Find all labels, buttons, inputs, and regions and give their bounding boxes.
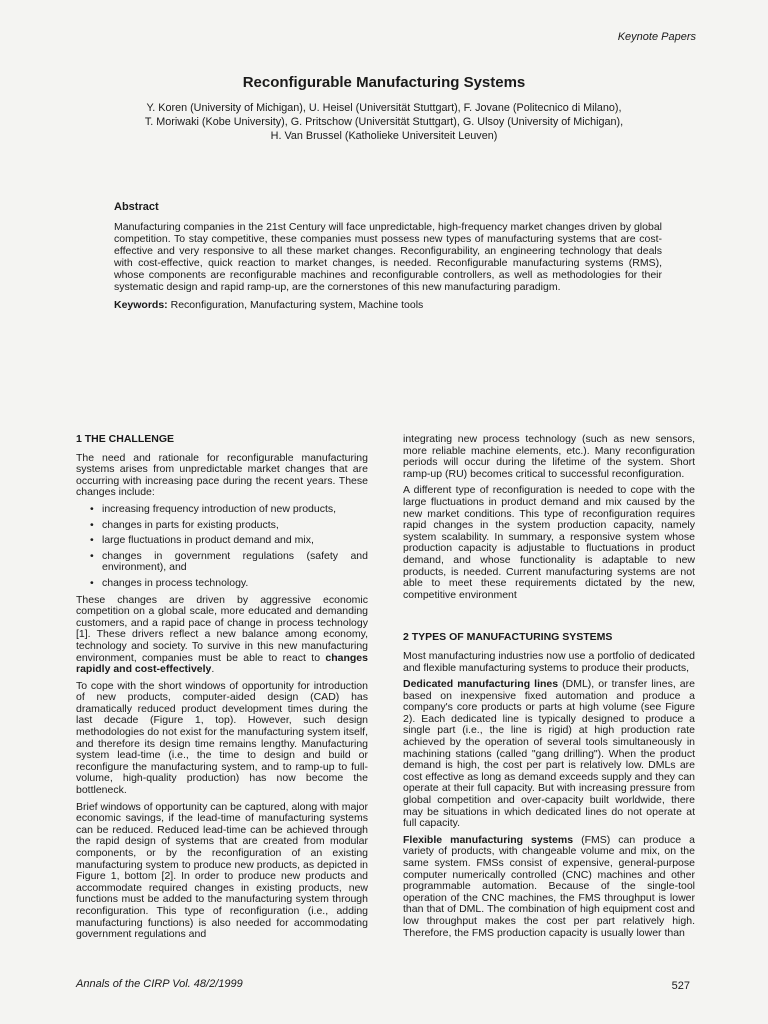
author-line-2: T. Moriwaki (Kobe University), G. Pritschow (Universität Stuttgart), G. Ulsoy (University of Michigan),	[144, 116, 624, 128]
left-column	[76, 434, 368, 946]
continued-paragraph: integrating new process technology (such as new sensors, more reliable machine elements, etc.). Many reconfiguration periods will occur during the lifetime of the system. Short ramp-up (RU) becomes critical to successful reconfiguration.	[403, 433, 695, 480]
list-item: • large fluctuations in product demand and mix,	[90, 535, 368, 547]
section-2-heading: 2 TYPES OF MANUFACTURING SYSTEMS	[403, 631, 613, 644]
list-item: • increasing frequency introduction of new products,	[90, 504, 368, 516]
fms-term: Flexible manufacturing systems	[403, 833, 574, 846]
running-header: Keynote Papers	[617, 31, 696, 43]
keywords-label: Keywords:	[114, 299, 168, 311]
page-number: 527	[671, 980, 690, 992]
paragraph-end: .	[211, 663, 215, 676]
list-item: • changes in process technology.	[90, 578, 368, 590]
keywords-line	[114, 299, 662, 311]
author-line-3: H. Van Brussel (Katholieke Universiteit Leuven)	[270, 130, 498, 142]
dml-text: (DML), or transfer lines, are based on inexpensive fixed automation and produce a company's core products or parts at high volume (see Figure 2). Each dedicated line is typically designed to produce a single part (i.e., the line is rigid) at high production rate achieved by the operation of several tools simultaneously in machining stations (called "gang drilling"). When the product demand is high, the cost per part is relatively low. DMLs are cost effective as long as demand exceeds supply and they can operate at their full capacity. But with increasing pressure from global competition and over-capacity built worldwide, there may be situations in which dedicated lines do not operate at full capacity.	[403, 678, 695, 830]
list-item: • changes in government regulations (safety and environment), and	[90, 551, 368, 574]
section-1-paragraph-2	[76, 595, 368, 676]
right-column	[403, 434, 695, 944]
journal-footer: Annals of the CIRP Vol. 48/2/1999	[76, 978, 243, 990]
changes-list	[76, 504, 368, 590]
section-1-paragraph-1: The need and rationale for reconfigurable manufacturing systems arises from unpredictable market changes that are occurring with increasing pace during the recent years. These changes include:	[76, 451, 368, 499]
emphasis-text: changes rapidly and cost-effectively	[76, 651, 368, 676]
section-1-heading: 1 THE CHALLENGE	[76, 433, 175, 445]
section-1-paragraph-3: To cope with the short windows of opportunity for introduction of new products, computer-aided design (CAD) has dramatically reduced product development times during the last decade (Figure 1, top). However, such design methodologies do not exist for the manufacturing system itself, and therefore its design time remains lengthy. Manufacturing system lead-time (i.e., the time to design and build or reconfigure the manufacturing system, and to ramp-up to full-volume, high-quality production) has now become the bottleneck.	[76, 679, 368, 797]
section-1-paragraph-4: Brief windows of opportunity can be captured, along with major economic savings, if the lead-time of manufacturing systems can be reduced. Reduced lead-time can be achieved through the rapid design of systems that are created from modular components, or by the reconfiguration of an existing manufacturing system to produce new products, as depicted in Figure 1, bottom [2]. In order to produce new products and accommodate required changes in existing products, new functions must be added to the manufacturing system through reconfiguration. This type of reconfiguration (i.e., adding manufacturing functions) is also needed for accommodating government regulations and	[76, 800, 368, 941]
paper-title: Reconfigurable Manufacturing Systems	[242, 74, 526, 91]
author-line-1: Y. Koren (University of Michigan), U. Heisel (Universität Stuttgart), F. Jovane (Politecnico di Milano),	[146, 102, 622, 114]
abstract-section	[114, 201, 662, 317]
paragraph-text: These changes are driven by aggressive economic competition on a global scale, more educated and demanding customers, and a rapid pace of change in process technology [1]. These drivers reflect a new balance among economy, technology and society. To survive in this new manufacturing environment, companies must be able to react to	[76, 593, 368, 664]
author-list	[100, 101, 668, 143]
dml-term: Dedicated manufacturing lines	[403, 678, 559, 691]
fms-paragraph	[403, 835, 695, 939]
section-spacer	[403, 606, 695, 632]
reconfiguration-paragraph: A different type of reconfiguration is needed to cope with the large fluctuations in product demand and mix caused by the new market conditions. This type of reconfiguration requires rapid changes in the system production capacity, namely system scalability. In summary, a responsive system whose production capacity is adjustable to fluctuations in product demand, and whose functionality is adaptable to new products, is needed. Current manufacturing systems are not able to meet these requirements dictated by the new, competitive environment	[403, 484, 695, 601]
abstract-text: Manufacturing companies in the 21st Century will face unpredictable, high-frequency market changes driven by global competition. To stay competitive, these companies must possess new types of manufacturing systems that are cost-effective and very responsive to all these market changes. Reconfigurability, an engineering technology that deals with cost-effective, quick reaction to market changes, is needed. Reconfigurable manufacturing systems (RMS), whose components are reconfigurable machines and reconfigurable controllers, as well as methodologies for their systematic design and rapid ramp-up, are the cornerstones of this new manufacturing paradigm.	[114, 221, 662, 293]
list-item: • changes in parts for existing products,	[90, 520, 368, 532]
keywords-text: Reconfiguration, Manufacturing system, Machine tools	[167, 299, 424, 311]
fms-text: (FMS) can produce a variety of products, with changeable volume and mix, on the same system. FMSs consist of expensive, general-purpose computer numerically controlled (CNC) machines and other programmable automation. Because of the single-tool operation of the CNC machines, the FMS throughput is lower than that of DML. The combination of high equipment cost and low throughput makes the cost per part relatively high. Therefore, the FMS production capacity is usually lower than	[403, 833, 695, 939]
abstract-heading: Abstract	[114, 201, 159, 213]
section-2-paragraph-1: Most manufacturing industries now use a portfolio of dedicated and flexible manufacturing systems to produce their products,	[403, 649, 695, 674]
dml-paragraph	[403, 679, 695, 830]
